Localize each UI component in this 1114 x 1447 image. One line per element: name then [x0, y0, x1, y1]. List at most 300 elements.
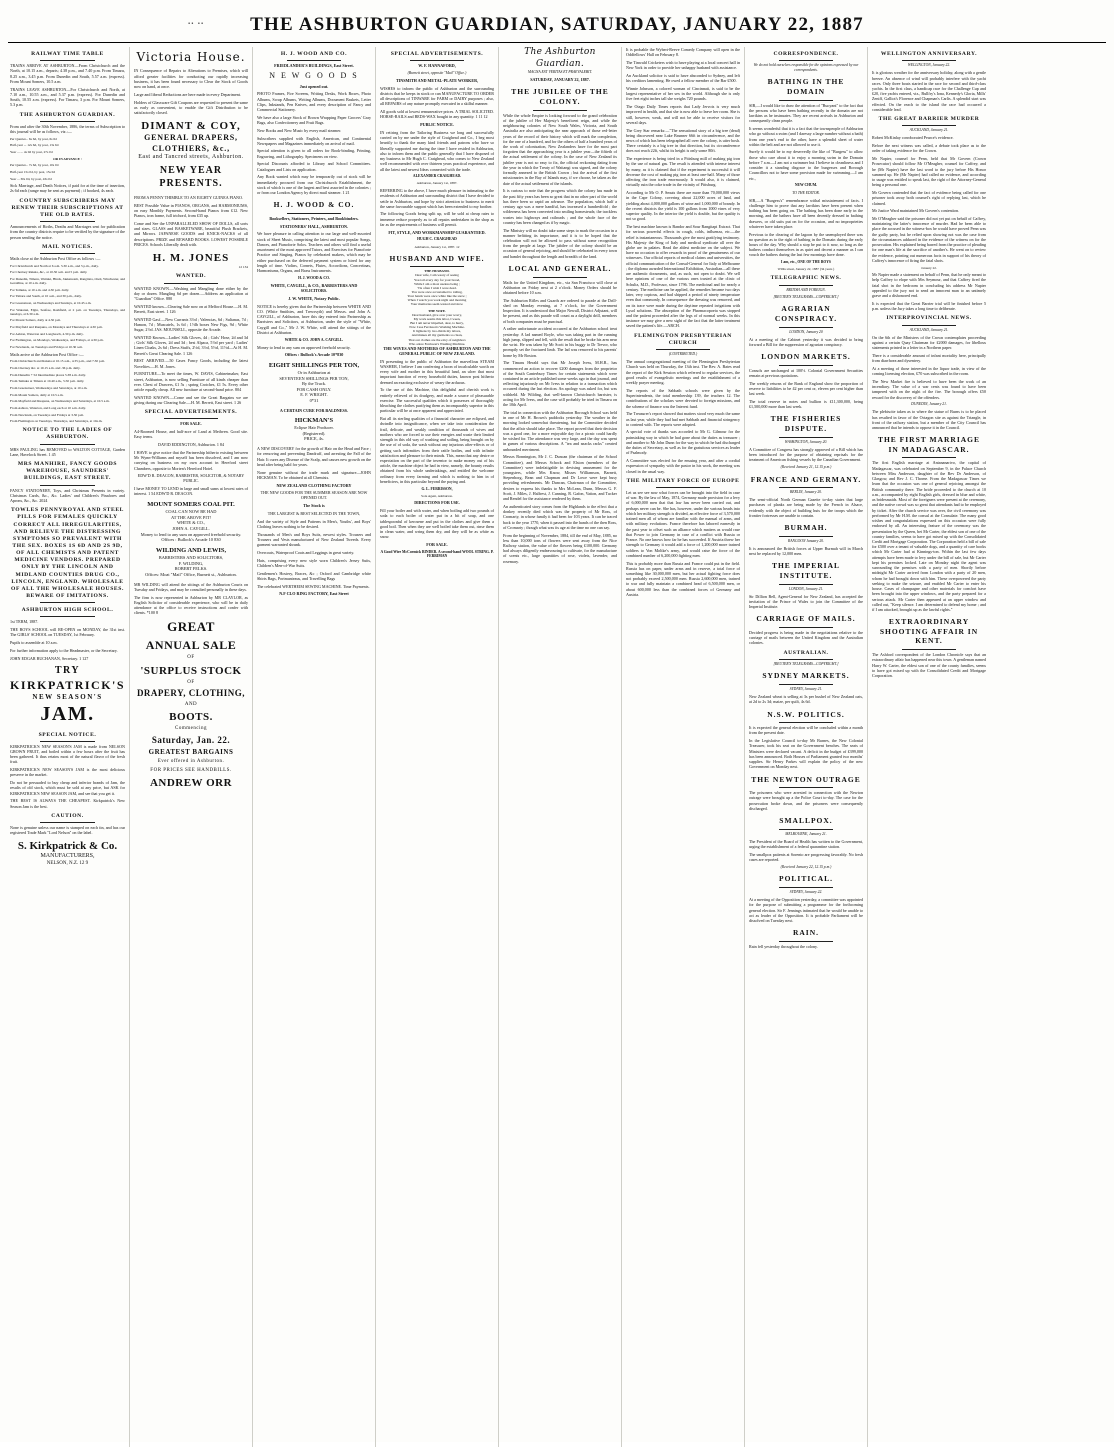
body-paragraph: 1st TERM, 1887. [10, 619, 39, 625]
advert-line-1: WILDING AND LEWIS, [155, 546, 227, 554]
mail-notice-item: For Timaru and South, at 10 a.m., and 30 p.m., daily. [10, 294, 82, 299]
body-paragraph: Consols are unchanged at 100½. Colonial Government Securities remain at previous quotations. [749, 367, 863, 378]
annual-sale-line-10: Saturday, Jan. 22. [151, 734, 231, 745]
advert-line-1: HICKMAN'S [294, 416, 334, 424]
body-paragraph: NOTICE is hereby given that the Partnership between WHITE AND CO. (White Smithies, and Trewrsyth) and Messrs. and John A. CAYGILL, of Ashburton, have this day entered into Partnership as Barristers and Solicitors, at Ashburton, under the style of "White, Caygill and Co.," Mr J. W. White, will attend the sittings of the District at Ashburton. [257, 303, 371, 335]
section-heading: THE JUBILEE OF THE COLONY. [511, 87, 609, 106]
centered-heading: FRIEDLANDER'S BUILDINGS, East Street. [274, 63, 354, 69]
centered-heading: FIT, STYLE, AND WORKMANSHIP GUARANTEED. [388, 229, 486, 235]
divider-rule [902, 60, 956, 61]
centered-heading: PUBLIC NOTICE. [420, 122, 454, 128]
section-heading: H. J. WOOD AND CO. [280, 51, 348, 57]
body-paragraph: Sir Dillion Bell, Agent-General for New Zealand, has accepted the invitation of the Prince of Wales to join the Committee of the Imperial Institute. [749, 593, 863, 610]
mail-notice-item: For Mayfield and Ruapuna, on Mondays and Thursdays at 4.30 p.m. [10, 325, 103, 330]
centered-note: MELBOURNE, January 21. [785, 831, 827, 836]
body-paragraph: The Timaru Herald says that Mr Joseph Ivess, M.H.R., has commenced an action to recover £200 damages from the proprietor of the South Canterbury Times for certain statements which were contained in an article published some weeks ago in that journal, and reflecting injuriously on Mr Ivess in relation to a transaction which occurred during the last election. An apology was asked for, but was withheld. Mr Wilding, that well-known Christchurch barrister, is acting for Mr Ivess, and the case will probably be tried in Timaru on the 10th April. [503, 360, 617, 408]
advert-block [134, 119, 248, 161]
poem-line: It lightens by two-thirds my labors, [413, 329, 461, 334]
divider-rule [40, 602, 95, 603]
issue-date-line: SATURDAY, JANUARY 22, 1887. [530, 77, 590, 83]
body-paragraph: WANTED Gasf.—New Currants 3½d ; Valencias, 6d ; Sultanas, 7d ; Hamon, 7d ; Muscatels, 1s 6d ; 1½lb boxes New Figs, 9d ; White Sugar, 2½d. JAS. MOUNSELL, opposite the Arcade. [134, 316, 248, 333]
section-heading: CAUTION. [51, 812, 84, 819]
poem-line: You were once accustomed to toiling, [411, 289, 463, 294]
body-paragraph: KIRKPATRICK'S NEW SEASON'S JAM is the most delicious preserve in the market. [10, 767, 125, 778]
centered-note: BERLIN, January 20. [790, 490, 822, 495]
body-paragraph: A NEW DISCOVERY for the growth of Hair on the Head and Face ; for removing and preventing Dandruff, and arresting the Fall of the Hair. It cures any Disease of the Scalp, and causes new growth on the head after being bald for years. [257, 446, 371, 467]
centered-note: DUNEDIN, January 21. [911, 402, 947, 407]
divider-rule [779, 627, 833, 628]
mail-notice-item: From Greenstreet, Wednesdays and Saturdays, at 10 a.m. [10, 385, 88, 390]
body-paragraph: REFERRING to the above, I have much pleasure in intimating to the residents of Ashburton and surrounding district that I have decided to settle in Ashburton, and hope by strict attention to business to merit the same favourable support which has been extended to my brother. [380, 188, 494, 209]
subscription-rate: Per Quarter... 7s 6d, by post, 10s 0d [10, 163, 59, 168]
divider-rule [656, 487, 710, 488]
manufacturer-signature-line-1: S. Kirkpatrick & Co. [17, 840, 118, 853]
body-paragraph: Pupils to assemble at 10 a.m. [10, 640, 58, 646]
signature: HUGH C. CRAIGHEAD [417, 237, 457, 242]
body-paragraph: The Ministry will no doubt take some steps to mark the occasion in a manner befitting its importance, and it is to be hoped that the celebration will not be allowed to pass without some recognition from the people at large. The jubilee of the colony should be an occasion of general rejoicing, and should be celebrated in every town and hamlet throughout the length and breadth of the land. [503, 227, 617, 259]
body-paragraph: Mails arrive at the Ashburton Post Office :— [10, 351, 84, 357]
manufacturer-signature-line-2: MANUFACTURERS, [40, 853, 95, 860]
body-paragraph: Mr Justice Ward maintained Mr Govern's contention. [872, 208, 960, 214]
advert-line-4: ROBERT FELKS. [174, 566, 208, 572]
mail-notice-item: For Ashton, Waterton and Longbeach, 4.30 p.m. daily. [10, 331, 84, 336]
poem-line: Dear wife, I am weary of seeing [415, 273, 459, 278]
mail-notice-item: For Greenstreet, on Wednesdays and Sundays, at 10.45 a.m. [10, 301, 92, 306]
divider-rule [40, 121, 95, 122]
body-paragraph: An authenticated story comes from the Highlands to the effect that a donkey recently died which was the property of Mr Ross, of Cromarty, in whose family it had been for 103 years. It can be traced back to the year 1770, when it passed into the hands of the then Ross, of Cromarty ; though what was its age at the time no one can say. [503, 503, 617, 530]
advertiser-name [134, 251, 248, 269]
centered-note: (Burnett street, opposite "Mail" Office.) [407, 70, 467, 75]
signature: G. L. FERRISSON, [421, 486, 453, 491]
body-paragraph: MR WILDING will attend the sittings of the Ashburton Courts on Tuesday and Fridays, and may be consulted personally in these days. [134, 581, 248, 592]
poem-line: Who adore Ferrisson's Washing Machine. [408, 341, 466, 346]
body-paragraph: It is expected that the Great Barrier trial will be finished before 5 p.m. unless the Jury takes a long time to deliberate. [872, 300, 986, 312]
body-paragraph: KIRKPATRICK'S NEW SEASON'S JAM is made from NELSON GROWN FRUIT, and boiled within a few hours after the fruit has been gathered. It thus retains most of the natural flavor of the fresh fruit. [10, 743, 125, 765]
poem-line: And makes all my garments so clean, [411, 333, 463, 338]
jam-advert-line-3: NEW SEASON'S [32, 692, 103, 701]
mail-notice-item: From Mount Somers, daily at 10.5 a.m. [10, 392, 64, 397]
centered-note: [REUTER'S TELEGRAMS—COPYRIGHT.] [773, 294, 839, 299]
body-paragraph: MRS PAULING has REMOVED to WALTON COTTAGE, Garden Lane, Havelock Street. 1 45 [10, 446, 125, 457]
advert-line-2: COAL CAN NOW BE HAD [165, 509, 217, 514]
section-heading: SPECIAL ADVERTISEMENTS. [390, 51, 484, 57]
body-paragraph: THE BOYS SCHOOL will RE-OPEN on MONDAY, the 31st inst. The GIRLS' SCHOOL on TUESDAY, 1st February. [10, 627, 125, 638]
body-paragraph: FURNITURE—To meet the times, W. DAVIS, Cabinetmaker, East street, Ashburton, is now selling Furniture of all kinds cheaper than ever. Chest of Drawers, £1 5s ; spring Crotches, £1 5s. Every other article equally cheap. All new furniture at second-hand price. 804 [134, 371, 248, 393]
divider-rule [656, 349, 710, 350]
advert-line-5: JOHN A. CAYGILL. [172, 525, 210, 531]
centered-note: WASHINGTON, January 20. [784, 439, 828, 444]
advert-line-1: EIGHT SHILLINGS PER TON, [268, 361, 360, 369]
body-paragraph: According to Mr O. P. Smuts there are more than 70,000,000 views in the Cape Colony, covering about 22,000 acres of land, and yielding about 4,000,000 gallons of wine and 1,000,000 of brandy. In the recent districts the yield is 100 gallons from 1000 vines of very superior quality. In the interior the yield is double, but the quality is not so good. [626, 190, 740, 222]
section-heading: EXTRAORDINARY SHOOTING AFFAIR IN KENT. [879, 617, 979, 646]
body-paragraph: SIR,—I would like to draw the attention of "Buoyant" to the fact that the persons who have been bathing recently in the domain are not larrikins as he insinuates. They are recent arrivals in Ashburton and consequently clean people. [749, 102, 863, 124]
body-paragraph: New Books and New Music by every mail steamer. [257, 127, 342, 133]
poem-line: 'Tis often I wish I were dead. [417, 285, 457, 290]
body-paragraph: Surely it would be to my deservedly the like of "Burgess" to allow those who care about it to enjoy a morning swim in the Domain before 7 a.m.—I am not a swimmer but I believe in cleanliness and I consider it a standing disgrace to the burgesses and Borough Councillors not to have some provision made for swimming.—I am etc., [749, 149, 863, 181]
advert-line-7: 0*31 [309, 398, 319, 404]
body-paragraph: Special Discounts afforded to Library and School Committees. Catalogues and Lists on application. [257, 161, 371, 172]
body-paragraph: Sick Marriage, and Death Notices, if paid for at the time of insertion, 2s 6d each (range may be sent as payment) ; if booked, 4s each. [10, 183, 125, 194]
section-heading: BURMAH. [784, 523, 828, 533]
mail-notice-item: For Wakanui, Elgin, Seafree, Rashfield, at 2 p.m. on Tuesdays, Thursdays, and tuesdays, at 6.30 a.m. [10, 307, 125, 316]
body-paragraph: Subscribers supplied with English, American, and Continental Newspapers and Magazines immediately on arrival of mail. [257, 135, 371, 146]
signature-note: January 22. [921, 265, 937, 270]
body-paragraph: Announcements of Births, Deaths and Marriages sent for publication from the country districts require to be verified by the signature of the person sending the notice. [10, 224, 125, 240]
body-paragraph: It seems wonderful that it is a fact that the townspeople of Ashburton who go without a swim (and I daresay a large number without a bath) from one year's end to the other, have a splendid sheet of water within the belt and are not allowed to use it. [749, 126, 863, 147]
signature: ALEXANDER CRAIGHEAD. [412, 174, 462, 179]
mail-notice-item: For Christchurch and North at 6 a.m. 5.30 a.m., and 5 p.m., daily. [10, 263, 99, 268]
mail-notice-item: From Mayfield and Ruapuna, on Wednesdays and Saturdays, at 10.5 a.m. [10, 399, 110, 404]
body-paragraph: FROM A PENNY THIMBLE TO AN EIGHTY GUINEA PIANO. [134, 195, 243, 201]
centered-note: WELLINGTON, January 22. [907, 63, 951, 68]
body-paragraph: But all its sterling qualities of a financial character are eclipsed, and dwindle into insignificance, when we take into consideration the frail, delicate, and weakly condition of thousands of wives and mothers who are forced to use their energies and waste their limited strength in this old way of washing and soiling, being brought on by the use of of soda, the wash without any injurious after-effects or of getting such infirmities from their rattle bodies, and with infinite satisfaction and pleasure to their minds. This, mean that any desire or expectation on the part of the inventor to make money out of his article, the machine object he had in view, namely, the bounty results obtained from his whole undertakings, and entitled the welcome ordinary from every farming and which is nothing to him in of beneficiers, in this particular beyond the paying and. [380, 416, 494, 484]
advert-line-4: WHITE & CO., [176, 520, 206, 526]
body-paragraph: IN Consequence of Repairs to Alterations to Premises, which will afford greater facilities for conducting our rapidly increasing business, it has been found necessary to Clear the Stock of Goods now on hand, at once. [134, 68, 248, 90]
divider-rule [287, 60, 341, 61]
body-paragraph: The Grey Star remarks:—"The sensational story of a big tree (dead) being discovered near Lake Brunner 66ft in circumference, and the news of which has been telegraphed all over the colony, is utter bosh. There certainly is a big tree in that direction, but its circumference does not reach 22ft, whilst its height is only some 80ft. [626, 127, 740, 154]
advert-line-4: By the Truck. [301, 381, 327, 387]
body-paragraph: And the variety of Style and Patterns in Men's, Youths', and Boys' Clothing leaves nothing to be desired. [257, 518, 371, 529]
body-paragraph: Thousands of Men's and Boys Suits, newest styles. Trousers and Trousers and Vests manufactured of New Zealand Tweeds. Every garment warranted shrunk. [257, 531, 371, 548]
column-1 [6, 47, 129, 1447]
body-paragraph: A rather unfortunate accident occurred at the Ashburton school treat yesterday. A lad named Boyle, who was taking part in the running high jump, slipped and fell, with the result that he broke his arm near the wrist. He was taken by Mr Scott in his buggy to Dr Trevor, who promptly set the fractured limb. The lad was removed to his parents' home by Mr Boston. [503, 326, 617, 358]
mail-notice-item: For Chertsey Rakaia, &c., at 10.30 a.m. and 5 p.m. daily. [10, 270, 88, 275]
body-paragraph: This is probably more than Russia and France could put in the field. Russia has on paper, under arms and in reserve, a total force of something like 30,000,000 men, but her actual fighting force does not probably exceed 2,500,000 men. Russia 2,600,000 men, trained to war and fully maintain a combined head of 6,500,000 men, or about 600,000 less than the combined forces of Germany and Austria. [626, 560, 740, 597]
body-paragraph: The New Market fire is believed to have been the work of an incendiary. The value of a war cents was found to have been tampered with on the night of the fire. The borough offers £50 reward for the discovery of the offenders. [872, 378, 986, 400]
section-heading: THE FIRST MARRIAGE IN MADAGASCAR. [877, 435, 981, 454]
body-paragraph: The following Goods being split up, will be sold at cheap rates to immense reduce properly as to all repairs undertaken in the shop as far as the requirements of business will permit. [380, 211, 494, 227]
column-4 [375, 47, 498, 1447]
section-heading: MAIL NOTICES. [42, 243, 93, 250]
divider-rule [902, 649, 956, 650]
section-heading: CORRESPONDENCE. [773, 51, 839, 57]
signature: A Good Wire McCormick BINDER. A second-hand WOOL STRING. P. FERRIMAN [380, 549, 494, 559]
jam-advert-line-2: KIRKPATRICK'S [10, 677, 126, 692]
body-paragraph: The prisoners who were arrested in connection with the Newton outrage were brought up a the Police Court to-day. The case for the prosecution broke down, and the prisoners were consequently discharged. [749, 790, 863, 811]
divider-rule [40, 253, 95, 254]
body-paragraph: Overcoats, Waterproof Coats and Leggings in great variety. [257, 549, 355, 555]
body-paragraph: None genuine without the trade mark and signature—JOHN HICKMAN. To be obtained at all Chemists. [257, 469, 371, 480]
advert-line-6: Money to lend to any sum on approved freehold security. [140, 531, 242, 537]
body-paragraph: The Treasurer's report showed that matters stood very much the same as last year, while they had had met Sabbath and financial stringency to contend with. The reports were adopted. [626, 411, 740, 427]
centered-note: (Received January 21, 12.15 p.m.) [780, 464, 832, 469]
poem-line: THE WIFE. [428, 308, 446, 313]
body-paragraph: Rain fell yesterday throughout the colony. [749, 943, 818, 949]
section-heading: AGRARIAN CONSPIRACY. [774, 304, 838, 323]
body-paragraph: The first English marriage at Antananarivo, the capital of Madagascar, was celebrated on September 9, in the Palace Church between Miss Anderson, daughter of the Rev Dr Anderson, of Glasgow, and Rev J. C. Thorne. From the Madagascar Times we learn that the occasion was one of general rejoicing amongst the British community there. The bride proceeded to the church at 10 a.m., accompanied by eight English girls, dressed in blue and white, as bridesmaids. Most of the foreigners were present at the ceremony, and the native crowd was so great that attendants had to be employed by ticket. After the church service was over, the civil ceremony was performed by Mr H.M. the consul at the Consulate. The many good wishes and congratulations expressed on this occasion were fully endorsed by all. An interesting feature of the ceremony was the presentation by the Queen, bei Mr Carter, the eldest son of one of the country families, seems to have got mixed up with the Consolidated Credit and Mortgage Corporation. The Corporation held a bill of sale for £500 over a tenant of valuable dogs, and a quantity of care books which Mr Carter had at Kinnings-ton. Within the last few days attempts have been made to levy under the bill of sale, but Mr Carter kept his premises locked. Late on Monday night the agent was surrounding the premises with a party of men. Shortly before midnight Mr Carter arrived from London with a party of 20 men, whom he had brought down with him. These overpowered the party seeking to make the seizure, and enabled Mr Carter to enter his house. Cases of champagne and other materials for comfort have been brought into the upper windows, and the party prepared for a serious attack. Mr Carter then appeared at an upper window and called out, "Keep silence. I am determined to defend my home ; and if I am attacked, brought up as the lawful rights." [872, 460, 986, 613]
subscription-rate: Per Quarter... 6s 6d, by post, 6s 6d [10, 136, 57, 141]
body-paragraph: SIR,—A "Burgess's" remembrance withal misstatement of facts. I challenge him to prove that any larrikins have been present when bathing has been going on. The bathing has been done early in the morning, and the bathers have all been decently dressed in bathing drawers, or old suits put on for the occasion, and no improprieties whatever have taken place. [749, 197, 863, 229]
centered-note: RANGOON January 20. [788, 538, 824, 543]
section-heading: SMALLPOX. [779, 816, 833, 826]
body-paragraph: THE BEST IS ALWAYS THE CHEAPEST. Kirkpatrick's New Season Jam is the best. [10, 798, 125, 809]
centered-note: (CONTRIBUTED.) [668, 352, 698, 357]
divider-rule [164, 283, 218, 284]
centered-heading: The Stock is [303, 503, 325, 509]
body-paragraph: PHOTO Frames, Fire Screens, Writing Desks, Work Boxes, Photo Albums, Scrap Albums, Writing Albums, Document Baskets, Letter Clips, Inkstands, Pen Knives, and every description of Fancy and Commercial Stationery. [257, 91, 371, 113]
column-8 [867, 47, 990, 1447]
subscription-rate: Half-year ... 12s 6d, by post, 13s 6d [10, 143, 59, 148]
advert-line-4: PRICE, 4s. [304, 436, 324, 442]
body-paragraph: Before the next witness was called, a debate took place as to the order of taking evidence for the Crown. [872, 143, 986, 154]
annual-sale-line-12: Ever offered in Ashburton. [157, 759, 225, 765]
poem-line: While I am a most useless being ; [414, 281, 460, 286]
section-heading: FRANCE AND GERMANY. [750, 474, 862, 484]
body-paragraph: Previous to the clearing of the lagoon by the unemployed there was no question as to the right of bathing in the Domain during the early hours of the day. Why should a stop be put to it now, so long as the bathers conduct themselves in as quiet and decent a manner as I can vouch the bathers during the last few mornings have done. [749, 231, 863, 258]
coal-pit-advert [134, 501, 248, 543]
divider-rule [533, 110, 587, 111]
body-paragraph: It is announced the British forces at Upper Burmah will in March next be replaced by 12,000 men. [749, 545, 863, 557]
advert-line-2: BARRISTERS AND SOLICITORS, [158, 555, 224, 561]
mail-notice-item: From Dunedin + 5d Intermediate places 5.38 a.m. daily. [10, 372, 86, 377]
divider-rule [410, 266, 464, 267]
mail-notice-item: For Dunedin, Timaru, Waitaki, Hinds, Jakkstream, Rangitata, Oreti, Winchester, and Geraldine, at 10 a.m. daily. [10, 276, 125, 286]
advert-line-3: F. WILDING, [178, 560, 204, 566]
divider-rule [779, 536, 833, 537]
signature: I am, etc., ONE OF THE BOYS [781, 260, 831, 265]
centered-text: DAVID EDDINGTON, Ashburton. 1 84 [157, 442, 225, 448]
divider-rule [410, 60, 464, 61]
centered-note: SYDNEY, January 21. [789, 687, 823, 692]
advertiser-name-text: H. M. JONES [152, 252, 230, 265]
annual-sale-line-3: OF [187, 655, 195, 661]
body-paragraph: Mr Govern contended that the fact of evidence being called for one prisoner took away both counsel's right of replying last, which he claimed. [872, 190, 986, 206]
section-heading: N.S.W. POLITICS. [767, 709, 845, 719]
body-paragraph: IN retiring from the Tailoring Business we long and successfully carried on by me under the style of Craighead and Co., I beg most heartily to thank the many kind friends and patrons who have so liberally supported me during the time I have resided in Ashburton, also to inform them and the public generally that I have disposed of my business to Mr Hugh C. Craighead, who comes to New Zealand well recommended with over thirteen years practical experience, and all the latest and newest Ideas connected with the trade. [380, 129, 494, 172]
centered-text: THE LARGEST & BEST SELECTED IN THE TOWN, [267, 510, 361, 516]
section-heading: SPECIAL ADVERTISEMENTS. [144, 409, 238, 416]
manufacturer-signature-line-3: NELSON, N.Z. 12 9 [46, 861, 89, 867]
body-paragraph: WANTED known—Clearing Sale now on at Melford House.—H. M. Berrett, East street. 1 126 [134, 303, 248, 314]
body-paragraph: Hats, comprising every new style worn Children's Jersey Suits, Children's Men-of-War Suits. [257, 557, 371, 568]
body-paragraph: In the Legislative Council to-day Mr Barnes, the New Colonial Treasurer, took his seat on the Government benches. The seats of Ministers were declared vacant. A deficit in the budget of £399,000 has been announced. Both Houses of Parliament granted two months' supplies. Sir Henry Parkes will explain the policy of the new Government on Monday next. [749, 738, 863, 770]
centered-heading: DIRECTIONS FOR USE. [414, 500, 460, 506]
body-paragraph: Money to lend to any sum on approved freehold security. [257, 344, 351, 350]
body-paragraph: The trial in connection with the Ashburton Borough School was held in one of Mr H. Brown's paddocks yesterday. The weather in the morning looked somewhat threatening, but the Committee decided that the affair should take place. The report proved that their decision was a good one, for a more enjoyable day for a picnic could hardly be wished for. The attendance was very large, and the day was spent in games of various descriptions. A "tea and snacks racks" created unbounded merriment. [503, 409, 617, 452]
body-paragraph: Special attention is given to all orders for Book-binding, Printing, Engraving, and Lithography. Specimens on view. [257, 148, 371, 159]
centered-heading: Booksellers, Stationers, Printers, and Bookbinders. [269, 215, 359, 221]
divider-rule [40, 444, 95, 445]
body-paragraph: Mails close at the Ashburton Post Office as follows :— [10, 255, 101, 261]
divider-rule [779, 584, 833, 585]
centered-heading: FOR SALE. [426, 542, 448, 548]
divider-rule [533, 277, 587, 278]
divider-rule [779, 100, 833, 101]
body-paragraph: The experience is being tried in a Pittsburg mill of making pig iron by the use of natural gas. The result is attended with intense interest by many, as it is claimed that if the experiment is successful it will decrease the cost of making pig iron at least one-half. Many of those affecting the iron trade enormously. It would also, it is claimed, virtually ruin the coke trade in the vicinity of Pittsburg. [626, 156, 740, 188]
section-heading: POLITICAL. [779, 874, 833, 884]
body-paragraph: BEST ARRIVED.—50 Cases Fancy Goods, including the latest Novelties.—H. M. Jones. [134, 358, 248, 369]
centered-heading: W. F. HANNAFORD, [418, 63, 456, 69]
advert-line-5: FOR CASH ONLY. [296, 386, 332, 392]
centered-heading: TINSMITH AND METAL-PLATE WORKER, [395, 78, 479, 84]
subscription-rate: Half-year 15s 0d, by post, 15s 0d [10, 169, 56, 174]
annual-sale-line-14: ANDREW ORR [149, 776, 233, 789]
section-heading: MRS MANHIRE, FANCY GOODS WAREHOUSE, SAUNDERS' BUILDINGS, EAST STREET. [17, 461, 118, 482]
divider-rule [779, 887, 833, 888]
body-paragraph: WANTED KNOWN.—Come and see the Great Bargains we are giving during our Clearing Sale.—H. M. Berrett, East street. 1 26 [134, 394, 248, 405]
section-heading: SYDNEY MARKETS. [762, 671, 850, 681]
body-paragraph: It is probable the Wybert-Reeve Comedy Company will open in the Oddfellows' Hall on February 8. [626, 47, 740, 58]
body-paragraph: JOHN EDGAR BUCHANAN, Secretary. 1 127 [10, 655, 89, 661]
body-paragraph: TRAINS LEAVE ASHBURTON—For Christchurch and North, at 7.10 a.m., 10.55 a.m., and 5.37 p.m. (express). For Dunedin and South, 10.55 a.m. (express). For Timaru, 3 p.m. For Mount Somers, 5.3 p.m. [10, 86, 125, 108]
poem-line: You toil every day for your bread, [413, 277, 461, 282]
advert-line-7: Offices : Bullock's Arcade 10 830 [161, 537, 221, 543]
annual-sale-line-5: OF [187, 679, 195, 685]
section-heading: WANTED. [175, 273, 207, 280]
masthead-corner-marks: .. .. [188, 16, 205, 26]
body-paragraph: The Ashford correspondent of the London Chronicle says that an extraordinary affair has happened near this town. A gentleman named Harry W. Carter, the eldest son of one of the county families, seems to have got mixed up with the Consolidated Credit and Mortgage Corporation. [872, 652, 986, 678]
poem-line: My work seems this labor, I ween, [413, 316, 461, 321]
centered-note: (Received January 22, 12.15 p.m.) [780, 864, 832, 869]
section-heading: RAIN. [792, 928, 820, 938]
annual-sale-line-4: 'SURPLUS STOCK [140, 664, 242, 677]
column-7 [744, 47, 867, 1447]
body-paragraph: Mr O'Meagher said the prisoner did not yet put on behalf of Caffrey, maintaining the latter's innocence of murder. Had he been able to place the accused in the witness-box he would have proved Penn was the guilty party, but he relied upon showing not was the case from the circumstances adduced in the evidence of the witness on for the prosecution. His explained being barred from the practice of pleading for one man's life at the sacrifice of another's. He went on to review the evidence, pointing out numerous facts in support of his theory of Caffrey's innocence of firing the fatal shots. [872, 215, 986, 263]
body-paragraph: On the 6th of the Ministers of the Crown contemplates proceeding against a certain Quay Chairman for £2000 damages, for libellous statements printed in a letter in a Northern paper. [872, 334, 986, 351]
body-paragraph: From the beginning of November, 1884, till the end of May, 1885, no less than 10,000 tons of flowers were sent away from the Nice Railway station, the value of the flowers being £100,000. Germany had always diligently endeavouring to cultivate, for the manufacture of scents etc., large quantities of rose, violets, lavender, and rosemary. [503, 532, 617, 564]
subscription-rate-heading: OR IN ADVANCE : [53, 156, 82, 161]
mail-notice-item: From Ashton, Waterton, and Long each at 10 a.m. daily. [10, 405, 86, 410]
signature-note: Willis street, January 22, 1887 (34 years ) [777, 267, 835, 272]
advert-headline: NEW YEAR PRESENTS. [159, 165, 223, 190]
body-paragraph: We have pleasure in calling attention to our large and well-assorted stock of Sheet Music, comprising the latest and most popular Songs, Dances, and Pianoforte Solos. Teachers and others will find a useful assortment of the most approved Tutors, and Exercises for Pianoforte Practice and Singing. Pianos by celebrated makers, which may be either purchased on the deferred payment system or hired for any length of time. Violins, Cornets, Flutes, Accordions, Concertinas, Harmoniums, Organs, and Brass Instruments. [257, 231, 371, 274]
body-paragraph: There is a considerable amount of infant mortality here, principally from diarrhoea and dysentery. [872, 352, 986, 364]
poem-stanza [380, 269, 494, 306]
section-heading: AUSTRALIAN. [783, 649, 829, 656]
body-paragraph: For further information apply to the Headmaster, or the Secretary. [10, 647, 118, 653]
divider-rule [779, 829, 833, 830]
solicitors-advert [134, 547, 248, 578]
section-heading: CARRIAGE OF MAILS. [756, 614, 856, 624]
body-paragraph: Large and liberal Reductions are here made in every Department. [134, 91, 241, 97]
centered-note: LONDON, January 20 [789, 329, 823, 334]
body-paragraph: To the use of this Machine, this delightful and cherish work is entirely relieved of its drudgery, and made a source of pleasurable exercise. The successful qualities which it possesses of thoroughly bleaching the clothes purifying them as incomparably superior in this particular will be at once apparent and appreciated. [380, 387, 494, 414]
annual-sale-line-9: Commencing [175, 726, 207, 732]
columns-container [0, 47, 1114, 1447]
body-paragraph: Do not be persuaded to buy cheap and inferior brands of Jam, the results of old stock, which must be sold at any price, but ASK for KIRKPATRICK'S NEW SEASON JAM, and see that you get it. [10, 780, 125, 796]
body-paragraph: New Zealand wheat is selling at 3s per bushel of New Zealand oats, at 2d to 2s 3d; maize, per quilt, 4s 6d. [749, 694, 863, 705]
body-paragraph: An Auckland solicitor is said to have absconded to Sydney, and left his creditors lamenting. He owed a fellow member of the Bar £500. [626, 72, 740, 84]
advert-line-2: Eclipse Hair Producer. [294, 425, 334, 431]
annual-sale-line-1: GREAT [167, 619, 215, 635]
body-paragraph: WANTED KNOWN.—Washing and Mangling done either by the day or dozen. Mangling 6d per dozen.—Address an application at "Guardian" Office. 880 [134, 285, 248, 301]
centered-note: SYDNEY, January 22. [789, 890, 823, 895]
advert-line-3: SEVENTEEN SHILLINGS PER TON, [279, 375, 349, 381]
mail-notice-item: From Newlands, on Tuesdays and Fridays at 3.30 p.m. [10, 412, 85, 417]
poem-line: Your hands were once white like the snow ; [407, 294, 467, 299]
divider-rule [287, 213, 341, 214]
hair-producer-advert [257, 417, 371, 442]
body-paragraph: IN presenting to the public of Ashburton the marvellous STEAM WASHER, I believe I am conferring a boon of incalculable worth on every wife and mother in this beautiful land, an ulcer that most important function of every household duties, known post hitherto deemed an exacting exclusive of weary the arduous. [380, 358, 494, 385]
column-6 [621, 47, 744, 1447]
body-paragraph: Winnie Johnson, a colored woman of Cincinnati, is said to be the largest representative of her sex in the world. Although she is only five feet eight inches tall she weighs 720 pounds. [626, 85, 740, 102]
divider-rule [779, 437, 833, 438]
advert-line-2: GENERAL DRAPERS, CLOTHIERS, &c., [144, 133, 238, 153]
body-paragraph: The President of the Board of Health has written to the Government, urging the establishment of a federal quarantine station. [749, 838, 863, 850]
advert-line-3: AT THE ABOVE PIT! [171, 514, 211, 520]
advert-line-1: DIMANT & COY, [141, 120, 241, 133]
mail-notice-item: From Christchurch and Rakaia at 10.15 a.m., 4.35 p.m., and 7.30 p.m. [10, 359, 105, 364]
section-heading: LOCAL AND GENERAL. [508, 263, 612, 273]
subscription-rate: Year ... ... 4s 0d by post, 27s 0d [10, 149, 53, 154]
body-paragraph: At a meeting of the Opposition yesterday, a committee was appointed for the purpose of submitting a programme for the forthcoming general election. Sir F. Jennings intimated that he would be unable to act as leader of the Opposition. It is probable Parliament will be dissolved on Tuesday next. [749, 897, 863, 924]
body-paragraph: The Ashburton Rifles and Guards are ordered to parade at the Drill-shed on Monday evening, at 7 o'clock, for the Government Inspection. It is understood that Major Newall, District Adjutant, will be present, and as this parade will count as a daylight drill, members of both companies must be punctual. [503, 297, 617, 324]
body-paragraph: A Committee of Congress has strongly approved of a Bill which has been introduced for the purpose of obtaining reprisals for the treatment of American fishing vessels by the Canadian Government. [749, 446, 863, 463]
body-paragraph: At a meeting of the Cabinet yesterday it was decided to bring forward a Bill for the suppression of agrarian conspiracy. [749, 336, 863, 347]
body-paragraph: BEST Possible Value in PIANOS, ORGANS, and HARMONIUMS, on easy Monthly Payments. Second-hand Pianos from £12. New Pianos, iron frame, full trichord, from £35 up. [134, 202, 248, 219]
body-paragraph: Messrs Bonnington, Mr J. C. Duncan (the chairman of the School Committee), and Messrs Schock and Elston (members of the Committee) were indefatigable in devising amusement for the youngsters, while Mrs Know, Misses Williamson, Barnett, Stepenborg, Bean and Chapman and Dr Lowe were kept busy providing refreshments. Mr Duncan, Chairman of the Committee, desires to express his thanks to Mrs McLean, Dunn, Messrs G. F. Scott, J. Miles, J. Halfrest, J. Cunning, R. Gafon, Vation, and Tucker and Rendel for the assistance rendered by them. [503, 454, 617, 502]
mail-notice-item: From Flemington on Tuesdays, Thursdays, and Saturdays, at 10a.m. [10, 419, 103, 424]
divider-rule [40, 60, 95, 61]
section-heading: BATHING IN THE DOMAIN [767, 77, 845, 96]
divider-rule [902, 457, 956, 458]
section-heading: INTERPROVINCIAL NEWS. [886, 315, 972, 322]
section-heading: TELEGRAPHIC NEWS. [770, 275, 842, 282]
centered-text: EDW'D R. DEACON, BARRISTER, SOLICITOR, & NOTARY PUBLIC. [137, 473, 245, 484]
poem-line: But I am never impelled, dear, to hurry, [410, 320, 464, 325]
divider-rule [779, 487, 833, 488]
advert-line-2: Or in Ashburton at [297, 369, 331, 375]
poem-stanza [380, 309, 494, 346]
body-paragraph: I have MONEY TO LEND in large and small sums at lowest rates of interest. 1 54 EDW'D R. DEACON. [134, 486, 248, 497]
manufacturer-signature [10, 839, 125, 867]
annual-sale-line-2: ANNUAL SALE [145, 638, 237, 653]
body-paragraph: Come and See the UNPARALLELED SHOW OF DOLLS, all sorts and sizes. GLASS and BASKETWARE, beautiful Plush Brackets, and Mirrors. JAPANESE GOODS and KNICK-NACKS of all descriptions. PRIZE and REWARD BOOKS. LOWEST POSSIBLE PRICES. Schools Liberally dealt with. [134, 220, 248, 247]
body-paragraph: The plebiscite taken as to where the statue of Burns is to be placed has resulted in favor of the Octagon site as against the Triangle, in front of the railway station, but a member of the City Council has announced that he intends to oppose it in the Council. [872, 409, 986, 431]
poem-line: That our clothes are the envy of neighbors [408, 337, 466, 342]
advert-line-5: Offices: Moat "Mail" Office, Burnett st., Ashburton. [145, 571, 237, 577]
centered-note: TO THE EDITOR. [792, 190, 820, 195]
body-paragraph: Let us see see now what forces can be brought into the field in case of war. By the law of May, 1874, Germany made provision for a levy of 6,000,000 men that that law has never been carried out, and perhaps never can be. She has, however, under the various heads into which her military strength is divided, an effective force of 3,570,000 trained men all of whom are familiar with the manual of arms, and with military evolutions. France therefore has labored earnestly in the past year to offset such an alliance which matters as would rase that Power to join Germany in case of a conflict with Russia or France. No one knows how far he has succeeded. If Austria threw her strength to Germany it would add a force of 1,200,000 more trained soldiers to Von Moltke's army, and would raise the force of the combined number of 6,200,000 fighting men. [626, 490, 740, 558]
mail-notice-item: For Mount Somers, daily at 4.30 p.m. [10, 318, 62, 323]
divider-rule [40, 485, 95, 486]
mail-notice-item: For Temuka, at 10 a.m. and 4.30 p.m. daily. [10, 287, 70, 292]
advert-line-3: East and Tancred streets, Ashburton. [138, 153, 244, 160]
divider-rule [40, 741, 95, 742]
divider-rule [164, 418, 218, 419]
centered-heading: A CERTAIN CURE FOR BALDNESS. [279, 407, 349, 413]
body-paragraph: The smallpox patients at Sorento are progressing favorably. No fresh cases are reported. [749, 851, 863, 863]
section-heading: SPECIAL NOTICE. [38, 731, 97, 738]
body-paragraph: All goods sold at lowest remunerative prices. A TRIAL SOLICITED. HORSE-RAILS and BEDS-WAX bought in any quantity. 1 11 12 [380, 109, 494, 120]
centered-heading: Offices : Bullock's Arcade 10*830 [284, 352, 344, 358]
divider-rule [779, 684, 833, 685]
section-heading: THE GREAT BARRIER MURDER [878, 116, 980, 123]
body-paragraph: Gentlemen's Hosiery, Braces, &c ; Oxford and Cambridge white Shirts Bags, Portmanteaus, and Travelling Bags [257, 570, 371, 581]
masthead [8, 0, 1106, 43]
poem-line: Now I use Ferrisson's Washing Machine. [409, 325, 465, 330]
jam-advert [10, 665, 125, 728]
body-paragraph: Mr Napier, counsel for Penn, held that Mr Govern (Crown Prosecutor) should follow Mr O'Meagher, counsel for Caffrey, and he (Mr Napier) have the last word to the jury before His Honor summed up. He (Mr Napier) had called no evidence, and according to usage was entitled to speak last, the right of the Attorney-General being a personal one. [872, 156, 986, 188]
body-paragraph: I HAVE to give notice that the Partnership hitherto existing between Mr Wynn-Williams and myself has been dissolved, and I am now carrying on business on my own account in Hereford street Chambers, opposite to Morten's Hereford Hotel. [134, 449, 248, 471]
section-heading: THE ASHBURTON GUARDIAN. [19, 111, 116, 118]
section-heading: THE MILITARY FORCE OF EUROPE [626, 477, 740, 484]
signature: WHITE & CO. JOHN A. CAYGILL. [284, 337, 344, 342]
poem-line: THE HUSBAND. [424, 269, 450, 274]
advert-line-3: (Registered). [302, 430, 326, 436]
body-paragraph: The firm is now represented in Ashburton by MR CLAYLOR, as English Solicitor of considerable experience, who will be in daily attendance at the office to receive instructions and confer with clients. *100 8 [134, 594, 248, 616]
section-heading: HUSBAND AND WIFE. [389, 253, 485, 263]
jam-advert-line-4: JAM. [40, 702, 95, 725]
divider-rule [779, 365, 833, 366]
section-heading: TOWLES PENNYROYAL AND STEEL PILLS FOR FEMALES QUICKLY CORRECT ALL IRREGULARITIES, AND RELIEVE THE DISTRESSING SYMPTOMS SO PREVALENT WITH THE SEX. BOXES 1S 6D AND 2S 9D, OF ALL CHEMISTS AND PATENT MEDICINE VENDORS. PREPARED ONLY BY THE LINCOLN AND MIDLAND COUNTIES DRUG CO., LINCOLN, ENGLAND. WHOLESALE OF ALL THE WHOLESALE HOUSES. BEWARE OF IMITATIONS. [10, 507, 125, 600]
centered-note: [REUTER'S TELEGRAMS—COPYRIGHT.] [773, 661, 839, 666]
divider-rule [779, 941, 833, 942]
coal-price-advert [257, 362, 371, 404]
divider-rule [779, 787, 833, 788]
section-heading: ASHBURTON HIGH SCHOOL. [21, 607, 114, 614]
centered-heading: FOR SALE. [180, 421, 202, 427]
